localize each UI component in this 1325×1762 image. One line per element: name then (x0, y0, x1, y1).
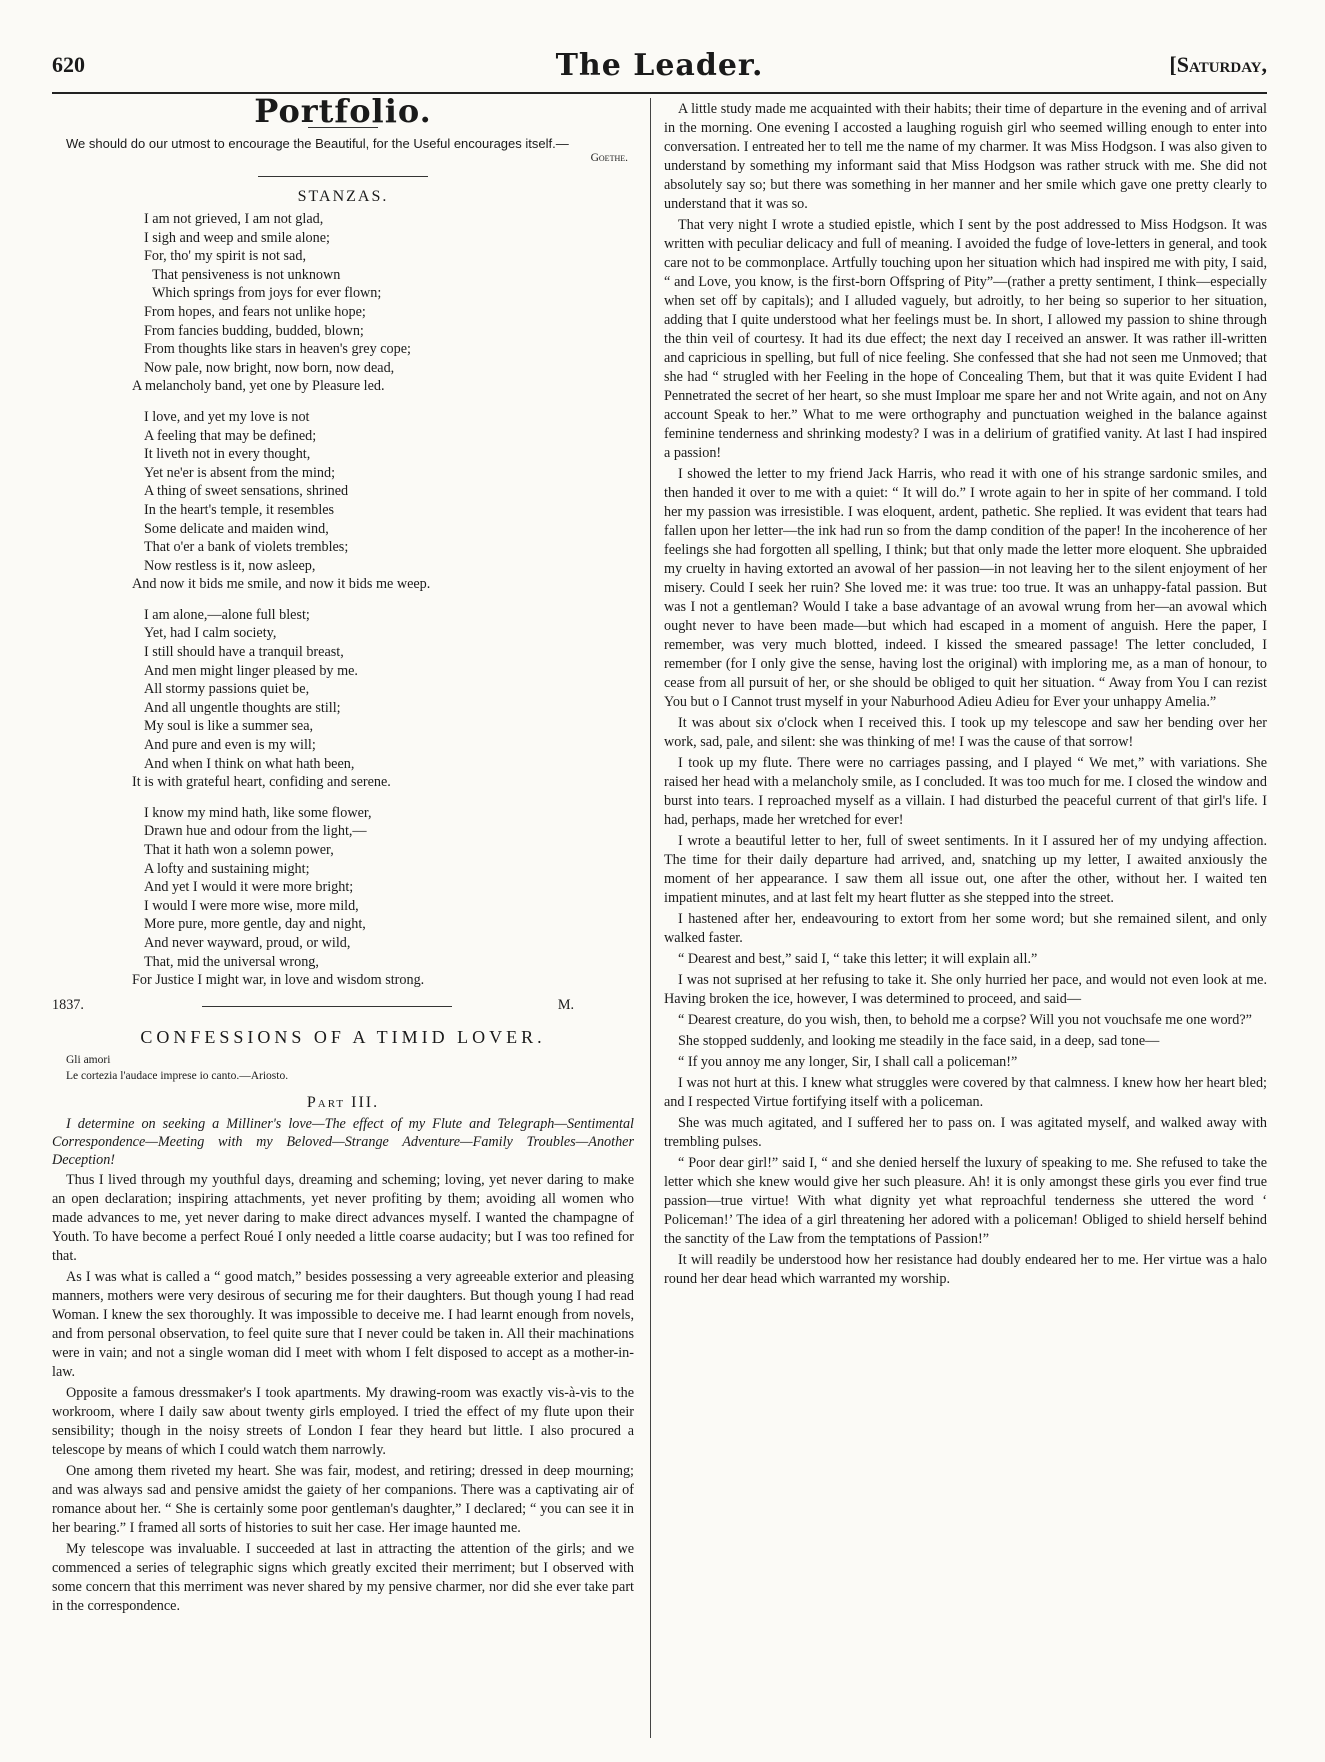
poem-line: And pure and even is my will; (144, 737, 316, 754)
portfolio-heading: Portfolio. (254, 92, 432, 130)
stanza (52, 210, 634, 396)
poem-line: I still should have a tranquil breast, (144, 644, 344, 661)
confessions-epigraph-line: Gli amori (66, 1053, 111, 1066)
poem-line: I know my mind hath, like some flower, (144, 804, 372, 821)
poem-line: Now pale, now bright, now born, now dead, (144, 359, 395, 376)
article-paragraph: I was not suprised at her refusing to take it. She only hurried her pace, and would not even look at me. Having broken the ice, however, I was determined to proceed, and said— (664, 972, 1267, 1007)
header-rule (52, 92, 1267, 94)
stanza (52, 804, 634, 990)
article-paragraph: It will readily be understood how her resistance had doubly endeared her to me. Her virtue was a halo round her dear head which warranted my worship. (664, 1252, 1267, 1287)
poem-line: Some delicate and maiden wind, (144, 520, 329, 537)
poem-line: And all ungentle thoughts are still; (144, 699, 341, 716)
poem-line: Yet ne'er is absent from the mind; (144, 464, 336, 481)
poem-line: And men might linger pleased by me. (144, 662, 358, 679)
masthead-title: The Leader. (555, 48, 764, 83)
poem-line: That it hath won a solemn power, (144, 842, 334, 858)
page-number: 620 (52, 52, 85, 77)
poem-line: A lofty and sustaining might; (144, 860, 310, 877)
article-paragraph: I was not hurt at this. I knew what struggles were covered by that calmness. I knew how her heart bled; and I respected Virtue fortifying itself with a policeman. (664, 1075, 1267, 1110)
poem-line: All stormy passions quiet be, (144, 681, 310, 698)
poem-line: That pensiveness is not unknown (152, 266, 341, 283)
article-paragraph: One among them riveted my heart. She was fair, modest, and retiring; dressed in deep mourning; and was always sad and pensive amidst the gaiety of her companions. There was a captivating air of romance about her. “ She is certainly some poor gentleman's daughter,” I declared; “ you can see it in her bearing.” I framed all sorts of histories to suit her case. Her image haunted me. (52, 1462, 634, 1536)
article-paragraph: She stopped suddenly, and looking me steadily in the face said, in a deep, sad tone— (678, 1033, 1160, 1049)
article-paragraph: “ Poor dear girl!” said I, “ and she denied herself the luxury of speaking to me. She refused to take the letter which she knew would give her such pleasure. Ah! it is only amongst these girls you ever find true passion—true virtue! With what dignity yet what reproachful tenderness she uttered the word ‘ Policeman!’ The idea of a girl threatening her adored with a policeman! Obliged to shield herself behind the sanctity of the Law from the temptations of Passion!” (664, 1155, 1267, 1247)
poem-line: And yet I would it were more bright; (144, 879, 354, 896)
poem-line: I sigh and weep and smile alone; (144, 229, 330, 246)
article-paragraph: “ Dearest creature, do you wish, then, to behold me a corpse? Will you not vouchsafe me one word?” (678, 1012, 1252, 1028)
poem-line: For Justice I might war, in love and wisdom strong. (132, 972, 425, 989)
poem-line: For, tho' my spirit is not sad, (144, 248, 306, 265)
poem-line: From hopes, and fears not unlike hope; (144, 303, 366, 320)
article-paragraph: “ Dearest and best,” said I, “ take this letter; it will explain all.” (678, 951, 1038, 967)
article-paragraph: Thus I lived through my youthful days, dreaming and scheming; loving, yet never daring to make an open declaration; inspiring attachments, yet never profiting by them; avoiding all women who made advances to me, yet never daring to make direct advances myself. I wanted the champagne of Youth. To have become a perfect Roué I only needed a little coarse audacity; but I was too refined for that. (52, 1171, 634, 1264)
poem-line: It liveth not in every thought, (144, 446, 311, 463)
confessions-heading: CONFESSIONS OF A TIMID LOVER. (140, 1026, 546, 1047)
stanzas-heading: STANZAS. (297, 188, 389, 205)
article-paragraph: As I was what is called a “ good match,” besides possessing a very agreeable exterior and pleasing manners, mothers were very desirous of securing me for their daughters. But though young I had read Woman. I knew the sex thoroughly. It was impossible to deceive me. I had learnt enough from novels, and from personal observation, to feel quite sure that I never could be taken in. All their machinations were in vain; and not a single woman did I meet with whom I felt disposed to accept as a mother-in-law. (52, 1268, 634, 1380)
right-column (664, 100, 1267, 1289)
article-paragraph: My telescope was invaluable. I succeeded at last in attracting the attention of the girls; and we commenced a series of telegraphic signs which greatly excited their merriment; but I observed with some concern that this merriment was never shared by my pensive charmer, nor did she ever take part in the correspondence. (52, 1540, 634, 1614)
article-paragraph: I showed the letter to my friend Jack Harris, who read it with one of his strange sardonic smiles, and then handed it over to me with a quiet: “ It will do.” I wrote again to her in spite of her command. I told her my passion was irresistible. I was eloquent, ardent, pathetic. She replied. It was evident that tears had fallen upon her letter—the ink had run so from the damp condition of the paper! In the incoherence of her feelings she had forgotten all spelling, I think; but that only made the letter more eloquent. She upbraided my cruelty in having extorted an avowal of her passion—in not leaving her to the silent enjoyment of her misery. Could I seek her ruin? She loved me: it was true: too true. It was an unhappy-fatal passion. But was I not a gentleman? Would I take a base advantage of an avowal wrung from her—an avowal which ought never to have been made—but which had escaped in a moment of anguish. Here the paper, I remember, was very much blotted, indeed. I kissed the smeared passage! The letter concluded, I remember (for I only give the sense, having lost the original) with imploring me, as a man of honour, to cease from all pursuit of her, or she should be obliged to quit her situation. “ Away from You I can rezist You but o I Cannot trust myself in your Naburhood Adieu Adieu for Ever your unhappy Amelia.” (664, 466, 1267, 710)
stanza (52, 408, 634, 594)
article-paragraph: “ If you annoy me any longer, Sir, I shall call a policeman!” (678, 1054, 1018, 1070)
article-paragraph: A little study made me acquainted with their habits; their time of departure in the evening and of arrival in the morning. One evening I accosted a laughing roguish girl who seemed willing enough to enter into conversation. I entreated her to tell me the name of my charmer. It was Miss Hodgson. I was also given to understand by something my informant said that Miss Hodgson was rather struck with me. She did not absolutely say so; but there was something in her manner and her smile which gave one pretty clearly to understand that it was so. (664, 101, 1267, 212)
poem-line: A thing of sweet sensations, shrined (144, 483, 349, 500)
poem-line: In the heart's temple, it resembles (144, 501, 335, 518)
article-paragraph: I took up my flute. There were no carriages passing, and I played “ We met,” with variations. She raised her head with a melancholy smile, as I concluded. It was too much for me. I closed the window and burst into tears. I reproached myself as a villain. I had disturbed the peaceful current of that girl's life. I had, perhaps, made her wretched for ever! (664, 755, 1267, 828)
poem-line: And now it bids me smile, and now it bids me weep. (132, 576, 431, 593)
page-header (52, 48, 1267, 88)
poem-line: From thoughts like stars in heaven's grey cope; (144, 341, 411, 358)
chapter-synopsis: I determine on seeking a Milliner's love—The effect of my Flute and Telegraph—Sentimental Correspondence—Meeting with my Beloved—Strange Adventure—Family Troubles—Another Deception! (52, 1115, 634, 1168)
poem-line: Which springs from joys for ever flown; (152, 285, 382, 302)
poem-line: I am not grieved, I am not glad, (144, 211, 324, 227)
poem-line: I love, and yet my love is not (144, 408, 310, 425)
poem-line: My soul is like a summer sea, (144, 718, 314, 735)
article-paragraph: It was about six o'clock when I received this. I took up my telescope and saw her bending over her work, sad, pale, and silent: she was thinking of me! I was the cause of that sorrow! (664, 715, 1267, 750)
article-paragraph: I hastened after her, endeavouring to extort from her some word; but she remained silent, and only walked faster. (664, 911, 1267, 946)
poem-line: That o'er a bank of violets trembles; (144, 539, 349, 556)
article-paragraph: I wrote a beautiful letter to her, full of sweet sentiments. In it I assured her of my undying affection. The time for their daily departure had arrived, and, snatching up my letter, I awaited anxiously the moment of her appearance. I saw them all issue out, one after the other, without her. I waited ten impatient minutes, and at last felt my heart flutter as she stepped into the street. (664, 833, 1267, 906)
poem-line: I would I were more wise, more mild, (144, 897, 359, 914)
poem-line: A melancholy band, yet one by Pleasure led. (132, 378, 385, 395)
article-paragraph: That very night I wrote a studied epistle, which I sent by the post addressed to Miss Hodgson. It was written with peculiar delicacy and full of meaning. I avoided the fudge of love-letters in general, and took care not to be commonplace. Artfully touching upon her situation which had inspired me with pity, I said, “ and Love, you know, is the first-born Offspring of Pity”—(rather a pretty sentiment, I think—especially when set off by capitals); and I alluded vaguely, but adroitly, to her being so superior to her situation, adding that I quite understood what her feelings must be. In short, I allowed my passion to shine through the thin veil of courtesy. It had its due effect; the next day I received an answer. It was rather ill-written and capricious in spelling, but full of nice feeling. She confessed that she had not seen me Unmoved; that she had “ strugled with her Feeling in the hope of Concealing Them, but that it was quite Evident I had Pennetrated the secret of her heart, so she must Imploar me spare her and not Write again, and not on Any account Speak to her.” What to me were orthography and punctuation weighed in the balance against feminine tenderness and shrinking modesty? I was in a delirium of gratified vanity. At last I had inspired a passion! (664, 217, 1267, 461)
poem-author-initial: M. (557, 996, 574, 1013)
epigraph-attribution: Goethe. (590, 152, 628, 164)
article-paragraph: She was much agitated, and I suffered her to pass on. I was agitated myself, and walked away with trembling pulses. (664, 1115, 1267, 1150)
poem-line: A feeling that may be defined; (144, 427, 317, 444)
section-rule (258, 176, 428, 177)
poem-year: 1837. (52, 996, 84, 1013)
poem-line: Yet, had I calm society, (144, 625, 277, 642)
column-divider (650, 98, 651, 1738)
poem-signature (52, 996, 634, 1016)
poem-line: From fancies budding, budded, blown; (144, 322, 364, 339)
article-paragraph: Opposite a famous dressmaker's I took apartments. My drawing-room was exactly vis-à-vis to the workroom, where I daily saw about twenty girls employed. I tried the effect of my flute upon their sensibility; though in the noisy streets of London I fear they heard but little. I also procured a telescope by means of which I could watch them narrowly. (52, 1384, 634, 1458)
header-day: [Saturday, (1169, 52, 1267, 77)
poem-line: And never wayward, proud, or wild, (144, 934, 351, 951)
poem-line: I am alone,—alone full blest; (144, 606, 310, 623)
poem-line: It is with grateful heart, confiding and serene. (132, 774, 391, 791)
poem-line: That, mid the universal wrong, (144, 953, 319, 970)
stanza (52, 606, 634, 792)
poem-line: More pure, more gentle, day and night, (144, 916, 366, 933)
portfolio-epigraph: We should do our utmost to encourage the Beautiful, for the Useful encourages itself.— (66, 136, 569, 151)
poem-line: And when I think on what hath been, (144, 755, 355, 772)
left-column (52, 92, 634, 1616)
signature-rule (202, 1006, 452, 1007)
confessions-epigraph-line: Le cortezia l'audace imprese io canto.—Ariosto. (66, 1069, 289, 1082)
poem-line: Drawn hue and odour from the light,— (144, 823, 367, 840)
poem-line: Now restless is it, now asleep, (144, 557, 316, 574)
part-heading: Part III. (306, 1093, 380, 1111)
